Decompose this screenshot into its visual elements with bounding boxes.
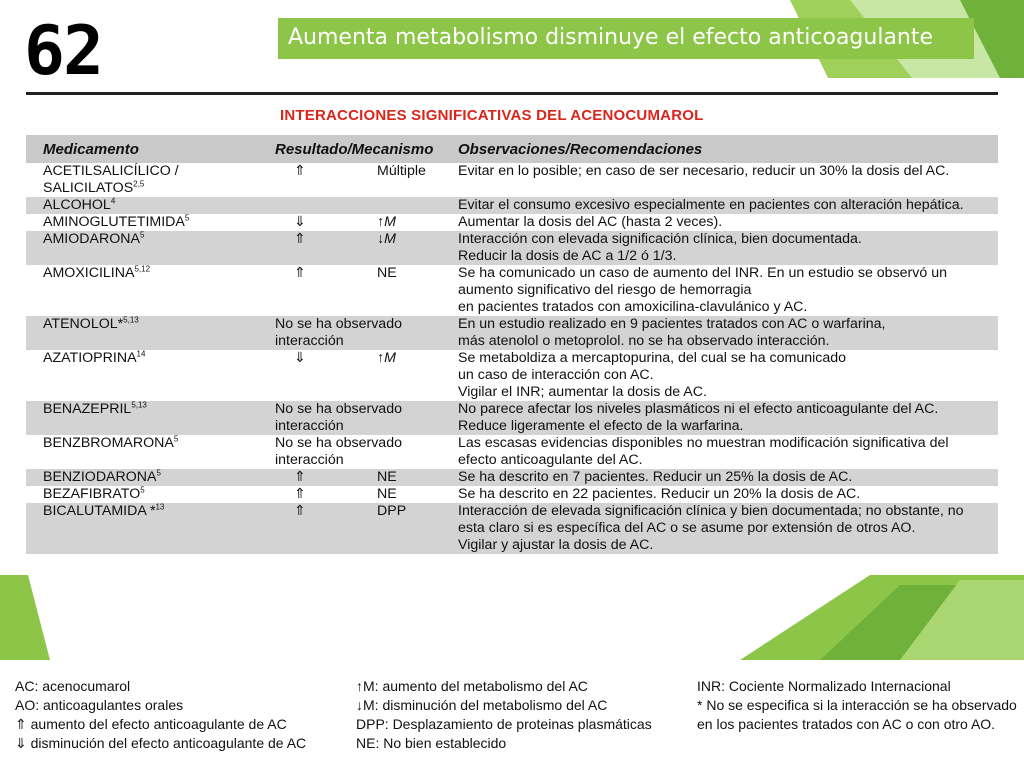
mechanism-cell bbox=[377, 214, 458, 231]
observation-line: aumento significativo del riesgo de hemorragia bbox=[458, 282, 752, 298]
drug-name-cell bbox=[26, 214, 275, 231]
drug-name: ATENOLOL* bbox=[43, 316, 124, 332]
mechanism: NE bbox=[377, 265, 397, 281]
result-text: interacción bbox=[275, 333, 344, 349]
drug-name: BENZBROMARONA bbox=[43, 435, 174, 451]
drug-name: AMINOGLUTETIMIDA bbox=[43, 214, 185, 230]
table-header-row bbox=[26, 135, 998, 163]
drug-name: AZATIOPRINA bbox=[43, 350, 137, 366]
result-text: No se ha observado bbox=[275, 401, 402, 417]
drug-name-cell bbox=[26, 469, 275, 486]
drug-name-cell bbox=[26, 231, 275, 265]
result-text: interacción bbox=[275, 452, 344, 468]
drug-name-cell bbox=[26, 435, 275, 469]
legend-column-1 bbox=[15, 677, 306, 753]
effect-arrow-cell bbox=[275, 197, 377, 214]
drug-name-cell bbox=[26, 316, 275, 350]
legend-entry: AC: acenocumarol bbox=[15, 678, 131, 694]
observation-line: Se ha descrito en 7 pacientes. Reducir un 25% la dosis de AC. bbox=[458, 469, 853, 485]
reference-superscript: 5 bbox=[156, 468, 161, 478]
result-text: interacción bbox=[275, 418, 344, 434]
observation-line: en pacientes tratados con amoxicilina-clavulánico y AC. bbox=[458, 299, 808, 315]
drug-name-cell bbox=[26, 486, 275, 503]
observations-cell bbox=[458, 401, 998, 435]
table-row bbox=[26, 469, 998, 486]
observation-line: Interacción con elevada significación clínica, bien documentada. bbox=[458, 231, 862, 247]
reference-superscript: 5,13 bbox=[123, 315, 139, 325]
legend-entry: ⇑ aumento del efecto anticoagulante de AC bbox=[15, 716, 287, 732]
table-row bbox=[26, 231, 998, 265]
legend-entry: DPP: Desplazamiento de proteinas plasmáticas bbox=[356, 716, 652, 732]
effect-arrow-cell: ⇑ bbox=[294, 265, 306, 281]
observation-line: Reducir la dosis de AC a 1/2 ó 1/3. bbox=[458, 248, 677, 264]
drug-name: ALCOHOL bbox=[43, 197, 111, 213]
drug-name: BEZAFIBRATO bbox=[43, 486, 141, 502]
effect-arrow-cell: ⇑ bbox=[275, 503, 377, 554]
reference-superscript: 2,5 bbox=[133, 179, 145, 189]
legend-entry: en los pacientes tratados con AC o con otro AO. bbox=[697, 716, 996, 732]
result-text-cell bbox=[275, 316, 458, 350]
mechanism: DPP bbox=[377, 503, 407, 519]
effect-arrow-cell: ⇑ bbox=[275, 469, 377, 486]
observations-cell bbox=[458, 503, 998, 554]
column-header-resultado: Resultado/Mecanismo bbox=[275, 135, 458, 163]
legend-column-3 bbox=[697, 677, 1017, 734]
result-text: No se ha observado bbox=[275, 316, 402, 332]
legend-entry: * No se especifica si la interacción se ha observado bbox=[697, 697, 1017, 713]
drug-name: BICALUTAMIDA * bbox=[43, 503, 156, 519]
drug-name: AMIODARONA bbox=[43, 231, 140, 247]
effect-arrow-cell: ⇓ bbox=[294, 350, 306, 366]
observation-line: Evitar en lo posible; en caso de ser necesario, reducir un 30% la dosis del AC. bbox=[458, 163, 950, 179]
table-row bbox=[26, 163, 998, 197]
legend-column-2 bbox=[356, 677, 652, 753]
table-row bbox=[26, 486, 998, 503]
slide-number: 62 bbox=[24, 12, 102, 91]
drug-name: BENZIODARONA bbox=[43, 469, 157, 485]
observation-line: Evitar el consumo excesivo especialmente en pacientes con alteración hepática. bbox=[458, 197, 964, 213]
observations-cell bbox=[458, 231, 998, 265]
reference-superscript: 5,13 bbox=[131, 400, 147, 410]
mechanism: NE bbox=[377, 469, 397, 485]
observation-line: efecto anticoagulante del AC. bbox=[458, 452, 643, 468]
mechanism-cell bbox=[377, 231, 458, 265]
drug-name: AMOXICILINA bbox=[43, 265, 135, 281]
drug-name-cell bbox=[26, 265, 275, 316]
mechanism: ↓M bbox=[377, 231, 396, 247]
drug-name: BENAZEPRIL bbox=[43, 401, 132, 417]
observation-line: Se metaboldiza a mercaptopurina, del cual se ha comunicado bbox=[458, 350, 847, 366]
legend-entry: NE: No bien establecido bbox=[356, 735, 507, 751]
observations-cell bbox=[458, 486, 998, 503]
legend-entry: ↓M: disminución del metabolismo del AC bbox=[356, 697, 608, 713]
observation-line: Se ha comunicado un caso de aumento del INR. En un estudio se observó un bbox=[458, 265, 947, 281]
table-row bbox=[26, 316, 998, 350]
mechanism-cell bbox=[377, 486, 458, 503]
observations-cell bbox=[458, 469, 998, 486]
table-row bbox=[26, 401, 998, 435]
table-row bbox=[26, 350, 998, 401]
result-text-cell bbox=[275, 435, 458, 469]
drug-name-cell bbox=[26, 350, 275, 401]
observation-line: más atenolol o metoprolol. no se ha observado interacción. bbox=[458, 333, 830, 349]
drug-name-cell bbox=[26, 163, 275, 197]
interactions-table bbox=[26, 135, 998, 554]
drug-name-continued: SALICILATOS bbox=[43, 180, 134, 196]
result-text: No se ha observado bbox=[275, 435, 402, 451]
legend-entry: AO: anticoagulantes orales bbox=[15, 697, 184, 713]
observation-line: Las escasas evidencias disponibles no muestran modificación significativa del bbox=[458, 435, 949, 451]
legend-entry: INR: Cociente Normalizado Internacional bbox=[697, 678, 951, 694]
drug-name-cell bbox=[26, 503, 275, 554]
observation-line: esta claro si es específica del AC o se asume por extensión de otros AO. bbox=[458, 520, 916, 536]
observations-cell bbox=[458, 214, 998, 231]
observation-line: Vigilar el INR; aumentar la dosis de AC. bbox=[458, 384, 707, 400]
mechanism: ↑M bbox=[377, 214, 396, 230]
mechanism-cell bbox=[377, 163, 458, 197]
mechanism-cell bbox=[377, 350, 458, 401]
effect-arrow-cell: ⇓ bbox=[294, 214, 306, 230]
table-row bbox=[26, 503, 998, 554]
column-header-medicamento: Medicamento bbox=[26, 135, 275, 163]
observations-cell bbox=[458, 265, 998, 316]
drug-name: ACETILSALICÍLICO / bbox=[43, 163, 179, 179]
title-divider bbox=[26, 92, 998, 95]
mechanism: NE bbox=[377, 486, 397, 502]
mechanism: ↑M bbox=[377, 350, 396, 366]
observation-line: un caso de interacción con AC. bbox=[458, 367, 654, 383]
legend bbox=[0, 663, 1024, 768]
observation-line: Aumentar la dosis del AC (hasta 2 veces). bbox=[458, 214, 723, 230]
mechanism: Múltiple bbox=[377, 163, 426, 179]
observation-line: Interacción de elevada significación clínica y bien documentada; no obstante, no bbox=[458, 503, 964, 519]
table-row bbox=[26, 265, 998, 316]
effect-arrow-cell: ⇑ bbox=[275, 231, 377, 265]
slide-title: Aumenta metabolismo disminuye el efecto anticoagulante bbox=[288, 25, 934, 50]
reference-superscript: 5 bbox=[184, 213, 190, 223]
legend-entry: ⇓ disminución del efecto anticoagulante de AC bbox=[15, 735, 307, 751]
observation-line: Vigilar y ajustar la dosis de AC. bbox=[458, 537, 654, 553]
reference-superscript: 5 bbox=[140, 485, 145, 495]
result-text-cell bbox=[275, 401, 458, 435]
reference-superscript: 5 bbox=[139, 230, 145, 240]
observations-cell bbox=[458, 163, 998, 197]
legend-entry: ↑M: aumento del metabolismo del AC bbox=[356, 678, 588, 694]
reference-superscript: 4 bbox=[110, 196, 116, 206]
reference-superscript: 13 bbox=[155, 502, 165, 512]
table-row bbox=[26, 214, 998, 231]
observation-line: Reduce ligeramente el efecto de la warfarina. bbox=[458, 418, 744, 434]
observations-cell bbox=[458, 316, 998, 350]
table-row bbox=[26, 197, 998, 214]
reference-superscript: 5,12 bbox=[134, 264, 151, 274]
mechanism-cell bbox=[377, 503, 458, 554]
observations-cell bbox=[458, 435, 998, 469]
effect-arrow-cell: ⇑ bbox=[294, 163, 306, 179]
observation-line: No parece afectar los niveles plasmáticos ni el efecto anticoagulante del AC. bbox=[458, 401, 939, 417]
mechanism-cell bbox=[377, 265, 458, 316]
table-row bbox=[26, 435, 998, 469]
title-banner bbox=[278, 18, 974, 59]
observations-cell bbox=[458, 197, 998, 214]
table-heading: INTERACCIONES SIGNIFICATIVAS DEL ACENOCUMAROL bbox=[280, 107, 704, 124]
drug-name-cell bbox=[26, 197, 275, 214]
column-header-observaciones: Observaciones/Recomendaciones bbox=[458, 135, 998, 163]
mechanism-cell bbox=[377, 469, 458, 486]
reference-superscript: 14 bbox=[136, 349, 146, 359]
mechanism-cell bbox=[377, 197, 458, 214]
effect-arrow-cell: ⇑ bbox=[294, 486, 306, 502]
observation-line: Se ha descrito en 22 pacientes. Reducir un 20% la dosis de AC. bbox=[458, 486, 861, 502]
observation-line: En un estudio realizado en 9 pacientes tratados con AC o warfarina, bbox=[458, 316, 886, 332]
reference-superscript: 5 bbox=[173, 434, 179, 444]
observations-cell bbox=[458, 350, 998, 401]
drug-name-cell bbox=[26, 401, 275, 435]
